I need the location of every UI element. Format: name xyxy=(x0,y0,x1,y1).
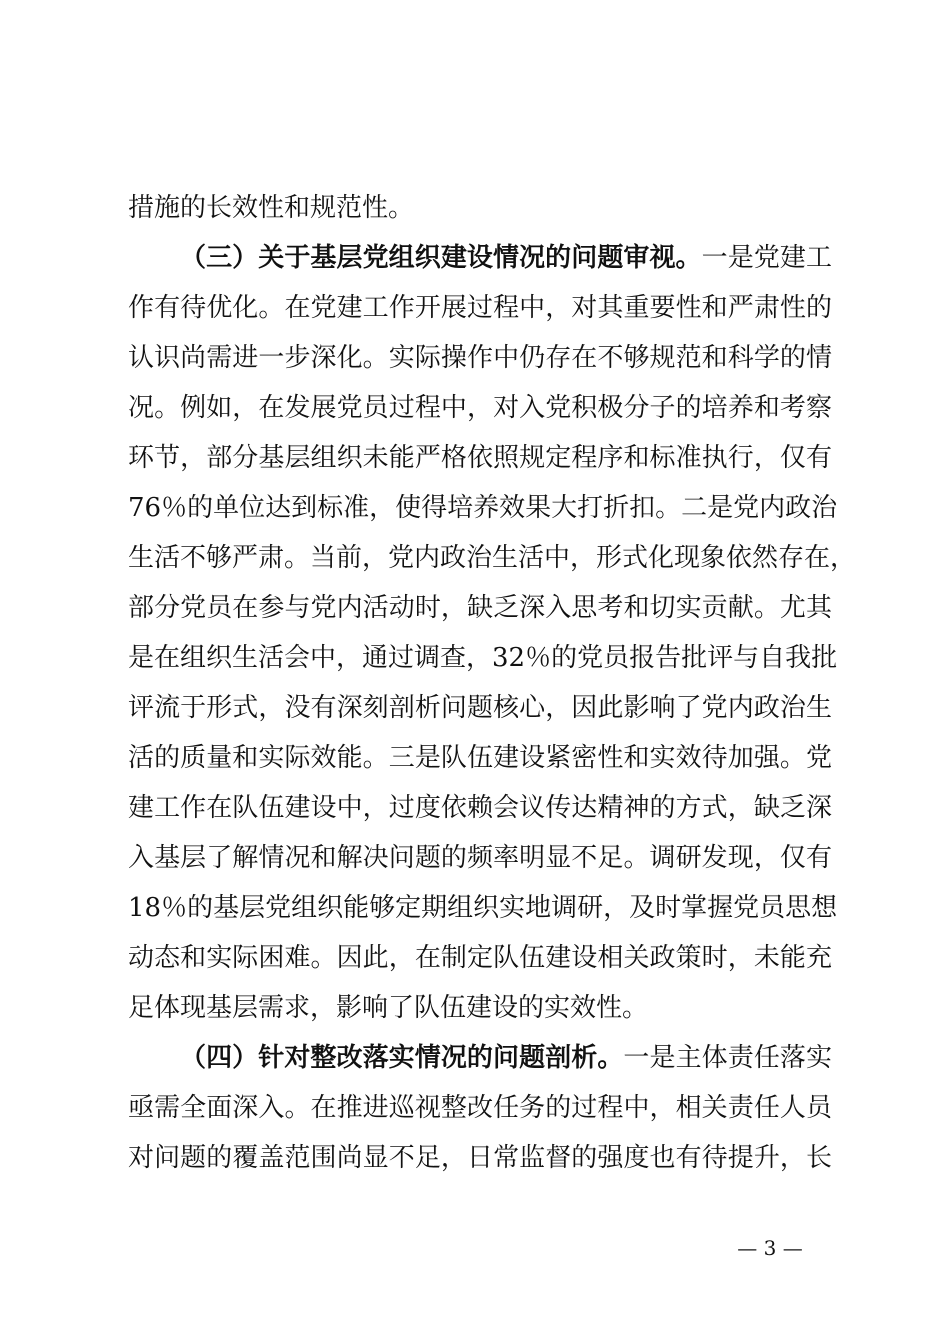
text-line: 认识尚需进一步深化。实际操作中仍存在不够规范和科学的情 xyxy=(128,343,832,373)
text-line: 措施的长效性和规范性。 xyxy=(128,193,415,223)
section-heading-line xyxy=(128,233,832,283)
text-line: 动态和实际困难。因此，在制定队伍建设相关政策时，未能充 xyxy=(128,943,832,973)
text-line: 况。例如，在发展党员过程中，对入党积极分子的培养和考察 xyxy=(128,393,832,423)
text-line: 是在组织生活会中，通过调查，32％的党员报告批评与自我批 xyxy=(128,643,838,673)
text-line: 建工作在队伍建设中，过度依赖会议传达精神的方式，缺乏深 xyxy=(128,793,832,823)
text-line: 亟需全面深入。在推进巡视整改任务的过程中，相关责任人员 xyxy=(128,1093,832,1123)
text-line: 活的质量和实际效能。三是队伍建设紧密性和实效待加强。党 xyxy=(128,743,832,773)
text-run: 一是党建工 xyxy=(701,243,832,273)
body-text xyxy=(128,183,857,1183)
text-run: 一是主体责任落实 xyxy=(623,1043,832,1073)
text-line: 评流于形式，没有深刻剖析问题核心，因此影响了党内政治生 xyxy=(128,693,832,723)
text-line: 作有待优化。在党建工作开展过程中，对其重要性和严肃性的 xyxy=(128,293,832,323)
section-heading-line xyxy=(128,1033,832,1083)
section-heading-4: （四）针对整改落实情况的问题剖析。 xyxy=(180,1043,624,1073)
text-line: 对问题的覆盖范围尚显不足，日常监督的强度也有待提升，长 xyxy=(128,1143,832,1173)
text-line: 生活不够严肃。当前，党内政治生活中，形式化现象依然存在， xyxy=(128,543,857,573)
text-line: 足体现基层需求，影响了队伍建设的实效性。 xyxy=(128,993,649,1023)
text-line: 18％的基层党组织能够定期组织实地调研，及时掌握党员思想 xyxy=(128,893,838,923)
text-line: 环节，部分基层组织未能严格依照规定程序和标准执行，仅有 xyxy=(128,443,832,473)
text-line: 部分党员在参与党内活动时，缺乏深入思考和切实贡献。尤其 xyxy=(128,593,832,623)
page-number: — 3 — xyxy=(737,1236,803,1260)
section-heading-3: （三）关于基层党组织建设情况的问题审视。 xyxy=(180,243,702,273)
text-line: 76％的单位达到标准，使得培养效果大打折扣。二是党内政治 xyxy=(128,493,838,523)
text-line: 入基层了解情况和解决问题的频率明显不足。调研发现，仅有 xyxy=(128,843,832,873)
